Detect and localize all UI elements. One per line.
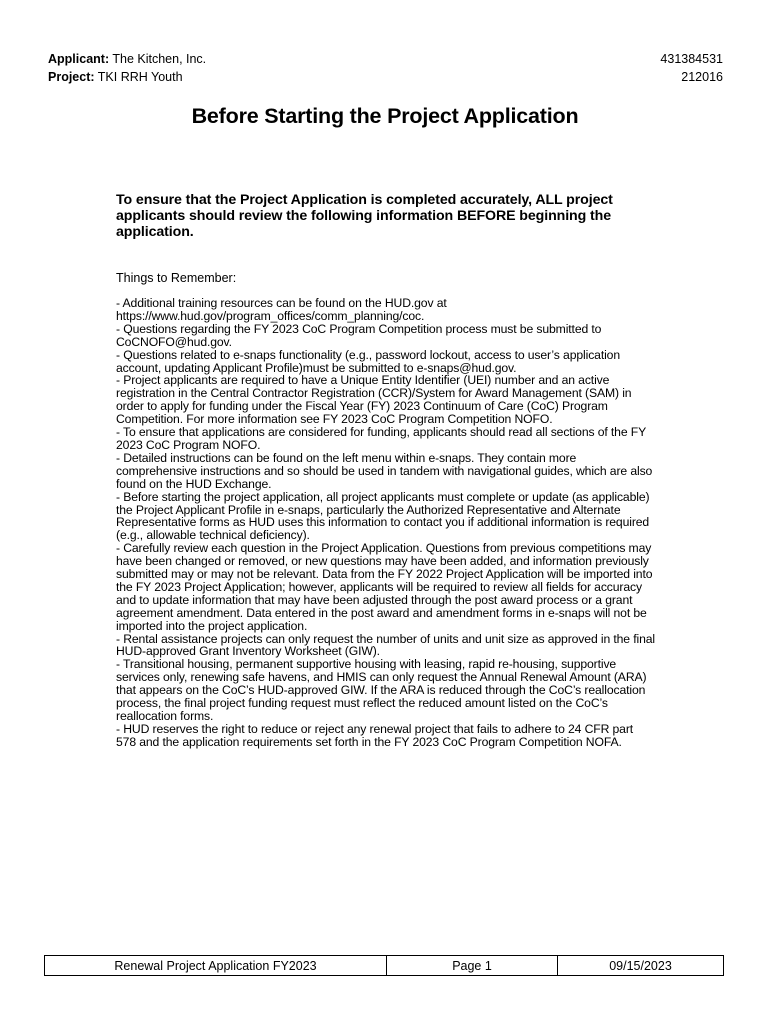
intro-paragraph: To ensure that the Project Application is completed accurately, ALL project applicants should review the following information BEFORE beginning the application. [116,192,613,240]
list-item: - Questions related to e-snaps functionality (e.g., password lockout, access to user’s application account, updating Applicant Profile)must be submitted to e-snaps@hud.gov. [116,347,620,375]
project-label: Project: [48,70,95,84]
footer-date: 09/15/2023 [609,958,672,973]
project-number: 212016 [681,70,723,84]
applicant-value: The Kitchen, Inc. [112,52,207,66]
footer-application: Renewal Project Application FY2023 [45,956,387,975]
footer-page-number: Page 1 [387,956,558,975]
page-footer [44,955,724,976]
list-item: - Additional training resources can be found on the HUD.gov at https://www.hud.gov/program_offices/comm_planning/coc. [116,296,447,323]
reminder-list [116,297,656,749]
applicant-label: Applicant: [48,52,110,66]
list-item: - Rental assistance projects can only request the number of units and unit size as approved in the final HUD-approved Grant Inventory Worksheet (GIW). [116,631,655,659]
header-right [660,50,723,86]
list-item: - Transitional housing, permanent supportive housing with leasing, rapid re-housing, supportive services only, renewing safe havens, and HMIS can only request the Annual Renewal Amount (ARA) that appears on the CoC’s HUD-approved GIW. If the ARA is reduced through the CoC’s reallocation process, the final project funding request must reflect the reduced amount listed on the CoC’s reallocation forms. [116,657,647,723]
project-line [48,68,206,86]
things-label: Things to Remember: [116,271,237,285]
list-item: - To ensure that applications are considered for funding, applicants should read all sections of the FY 2023 CoC Program NOFO. [116,425,646,452]
list-item: - Detailed instructions can be found on the left menu within e-snaps. They contain more comprehensive instructions and so should be used in tandem with navigational guides, which are also found on the HUD Exchange. [116,450,653,491]
id-number: 431384531 [660,52,723,66]
header-left [48,50,206,86]
list-item: - Project applicants are required to have a Unique Entity Identifier (UEI) number and an active registration in the Central Contractor Registration (CCR)/System for Award Management (SAM) in order to apply for funding under the Fiscal Year (FY) 2023 Continuum of Care (CoC) Program Competition. For more information see FY 2023 CoC Program Competition NOFO. [116,373,632,427]
page-title: Before Starting the Project Application [191,104,579,128]
list-item: - Questions regarding the FY 2023 CoC Program Competition process must be submitted to CoCNOFO@hud.gov. [116,321,602,349]
list-item: - HUD reserves the right to reduce or reject any renewal project that fails to adhere to 24 CFR part 578 and the application requirements set forth in the FY 2023 CoC Program Competition NOFA. [116,721,634,749]
applicant-line [48,50,206,68]
project-value: TKI RRH Youth [97,70,183,84]
list-item: - Carefully review each question in the Project Application. Questions from previous competitions may have been changed or removed, or new questions may have been added, and information previously submitted may or may not be relevant. Data from the FY 2022 Project Application will be imported into the FY 2023 Project Application; however, applicants will be required to review all fields for accuracy and to update information that may have been adjusted through the post award process or a grant agreement amendment. Data entered in the post award and amendment forms in e-snaps will not be imported into the project application. [116,541,653,633]
list-item: - Before starting the project application, all project applicants must complete or update (as applicable) the Project Applicant Profile in e-snaps, particularly the Authorized Representative and Alternate Representative forms as HUD uses this information to contact you if additional information is required (e.g., allowable technical deficiency). [116,489,650,543]
